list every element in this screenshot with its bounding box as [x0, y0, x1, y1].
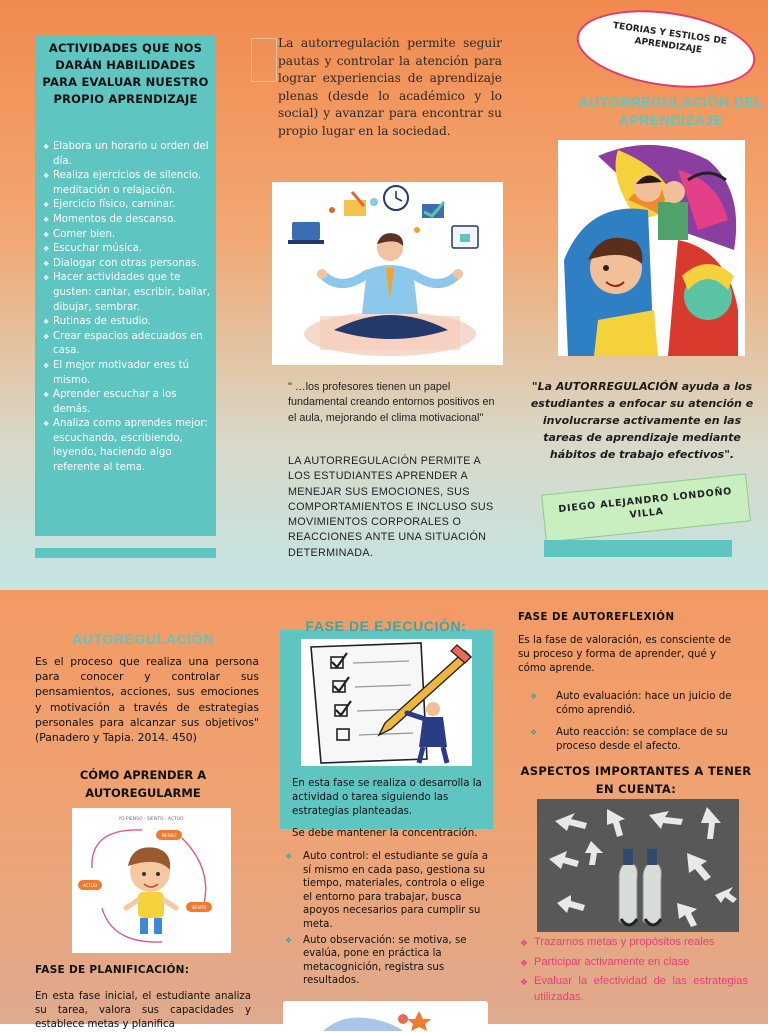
reflection-item: ❖ Auto evaluación: hace un juicio de cómo aprendió. — [530, 690, 750, 718]
autoregulation-heading: AUTORREGULACIÓN DEL APRENDIZAJE — [578, 94, 764, 128]
important-aspects-list — [520, 935, 748, 1009]
brochure-inside-panel — [0, 590, 768, 1030]
brochure-title: TEORIAS Y ESTILOS DE APRENDIZAJE — [612, 21, 728, 56]
activities-strip — [35, 548, 216, 558]
autoregulation-quote: "La AUTORREGULACIÓN ayuda a los estudiantes a enfocar su atención e involucrarse activamente en las tareas de aprendizaje mediante hábitos de trabajo efectivos". — [530, 380, 754, 461]
activity-item: ❖ Escuchar música. — [43, 242, 215, 257]
label-feel: SIENTO — [191, 905, 207, 910]
teachers-quote: " …los profesores tienen un papel fundamental creando entornos positivos en el aula, mejorando el clima motivacional" — [288, 381, 495, 424]
think-feel-act-diagram — [72, 808, 231, 953]
people-thinking-illustration — [558, 140, 745, 356]
author-name: DIEGO ALEJANDRO LONDOÑO VILLA — [557, 485, 733, 521]
autoregulation-title: AUTOREGULACIÓN — [72, 631, 214, 647]
vertical-tag — [251, 38, 277, 82]
meditation-illustration — [272, 182, 503, 365]
aspect-item: ❖ Trazarnos metas y propósitos reales — [520, 935, 748, 951]
activity-item: ❖ Realiza ejercicios de silencio, meditación o relajación. — [43, 169, 215, 198]
activities-title: ACTIVIDADES QUE NOS DARÁN HABILIDADES PARA EVALUAR NUESTRO PROPIO APRENDIZAJE — [42, 41, 209, 106]
execution-phase-title: FASE DE EJECUCIÓN: — [305, 618, 467, 634]
reflection-item: ❖ Auto reacción: se complace de su proceso desde el afecto. — [530, 726, 750, 754]
execution-item: ❖ Auto observación: se motiva, se evalúa, pone en práctica la metacognición, registra sus resultados. — [285, 934, 495, 988]
arrows-shoes-photo — [537, 799, 739, 932]
execution-phase-text: En esta fase se realiza o desarrolla la actividad o tarea siguiendo las estrategias planteadas. — [292, 778, 482, 817]
label-think: PIENSO — [161, 833, 177, 838]
diagram-title: YO PIENSO · SIENTO · ACTÚO — [118, 817, 184, 822]
autoregulation-statement: LA AUTORREGULACIÓN PERMITE A LOS ESTUDIANTES APRENDER A MENEJAR SUS EMOCIONES, SUS COMPORTAMIENTOS E INCLUSO SUS MOVIMIENTOS CORPORALES O REACCIONES ANTE UNA SITUACIÓN DETERMINADA. — [288, 455, 494, 559]
activity-item: ❖ Hacer actividades que te gusten: cantar, escribir, bailar, dibujar, sembrar. — [43, 271, 215, 315]
how-to-heading: CÓMO APRENDER A AUTOREGULARME — [79, 768, 207, 800]
activity-item: ❖ Aprender escuchar a los demás. — [43, 388, 215, 417]
important-aspects-heading: ASPECTOS IMPORTANTES A TENER EN CUENTA: — [520, 764, 752, 796]
checklist-illustration — [301, 639, 472, 766]
activity-item: ❖ Analiza como aprendes mejor: escuchando, escribiendo, leyendo, haciendo algo referente al tema. — [43, 417, 215, 475]
execution-item: ❖ Auto control: el estudiante se guía a sí mismo en cada paso, gestiona su tiempo, materiales, controla o elige el entorno para trabajar, busca apoyos necesarios para cumplir su meta. — [285, 850, 495, 932]
reflection-list — [530, 690, 750, 762]
aspect-item: ❖ Participar activamente en clase — [520, 955, 748, 971]
activity-item: ❖ Elabora un horario u orden del día. — [43, 140, 215, 169]
label-act: ACTÚO — [83, 883, 97, 888]
reflection-phase-title: FASE DE AUTOREFLEXIÓN — [518, 612, 675, 623]
activity-item: ❖ Rutinas de estudio. — [43, 315, 215, 330]
activity-item: ❖ Dialogar con otras personas. — [43, 257, 215, 272]
author-strip — [544, 540, 732, 557]
execution-list — [285, 850, 495, 990]
activities-box — [35, 36, 216, 536]
concentration-note: Se debe mantener la concentración. — [292, 828, 478, 839]
planning-phase-text: En esta fase inicial, el estudiante analiza su tarea, valora sus capacidades y establece metas y planifica — [35, 991, 251, 1030]
bottom-illustration — [283, 1001, 488, 1031]
activities-list — [43, 140, 215, 476]
activity-item: ❖ Ejercicio físico, caminar. — [43, 198, 215, 213]
activity-item: ❖ El mejor motivador eres tú mismo. — [43, 359, 215, 388]
autoregulation-intro: La autorregulación permite seguir pautas y controlar la atención para lograr experiencias de aprendizaje plenas (desde lo académico y lo social) y avanzar para encontrar su propio lugar en la sociedad. — [278, 36, 502, 138]
aspect-item: ❖ Evaluar la efectividad de las estrategias utilizadas. — [520, 974, 748, 1005]
activity-item: ❖ Crear espacios adecuados en casa. — [43, 330, 215, 359]
activity-item: ❖ Comer bien. — [43, 228, 215, 243]
activity-item: ❖ Momentos de descanso. — [43, 213, 215, 228]
autoregulation-definition: Es el proceso que realiza una persona para conocer y controlar sus pensamientos, acciones, sus emociones y motivación a través de estrategias personales para alcanzar sus objetivos" (Panadero y Tapia. 2014. 450) — [35, 655, 259, 745]
reflection-phase-text: Es la fase de valoración, es consciente de su proceso y forma de aprender, qué y cómo aprende. — [518, 635, 732, 674]
planning-phase-title: FASE DE PLANIFICACIÓN: — [35, 964, 190, 976]
